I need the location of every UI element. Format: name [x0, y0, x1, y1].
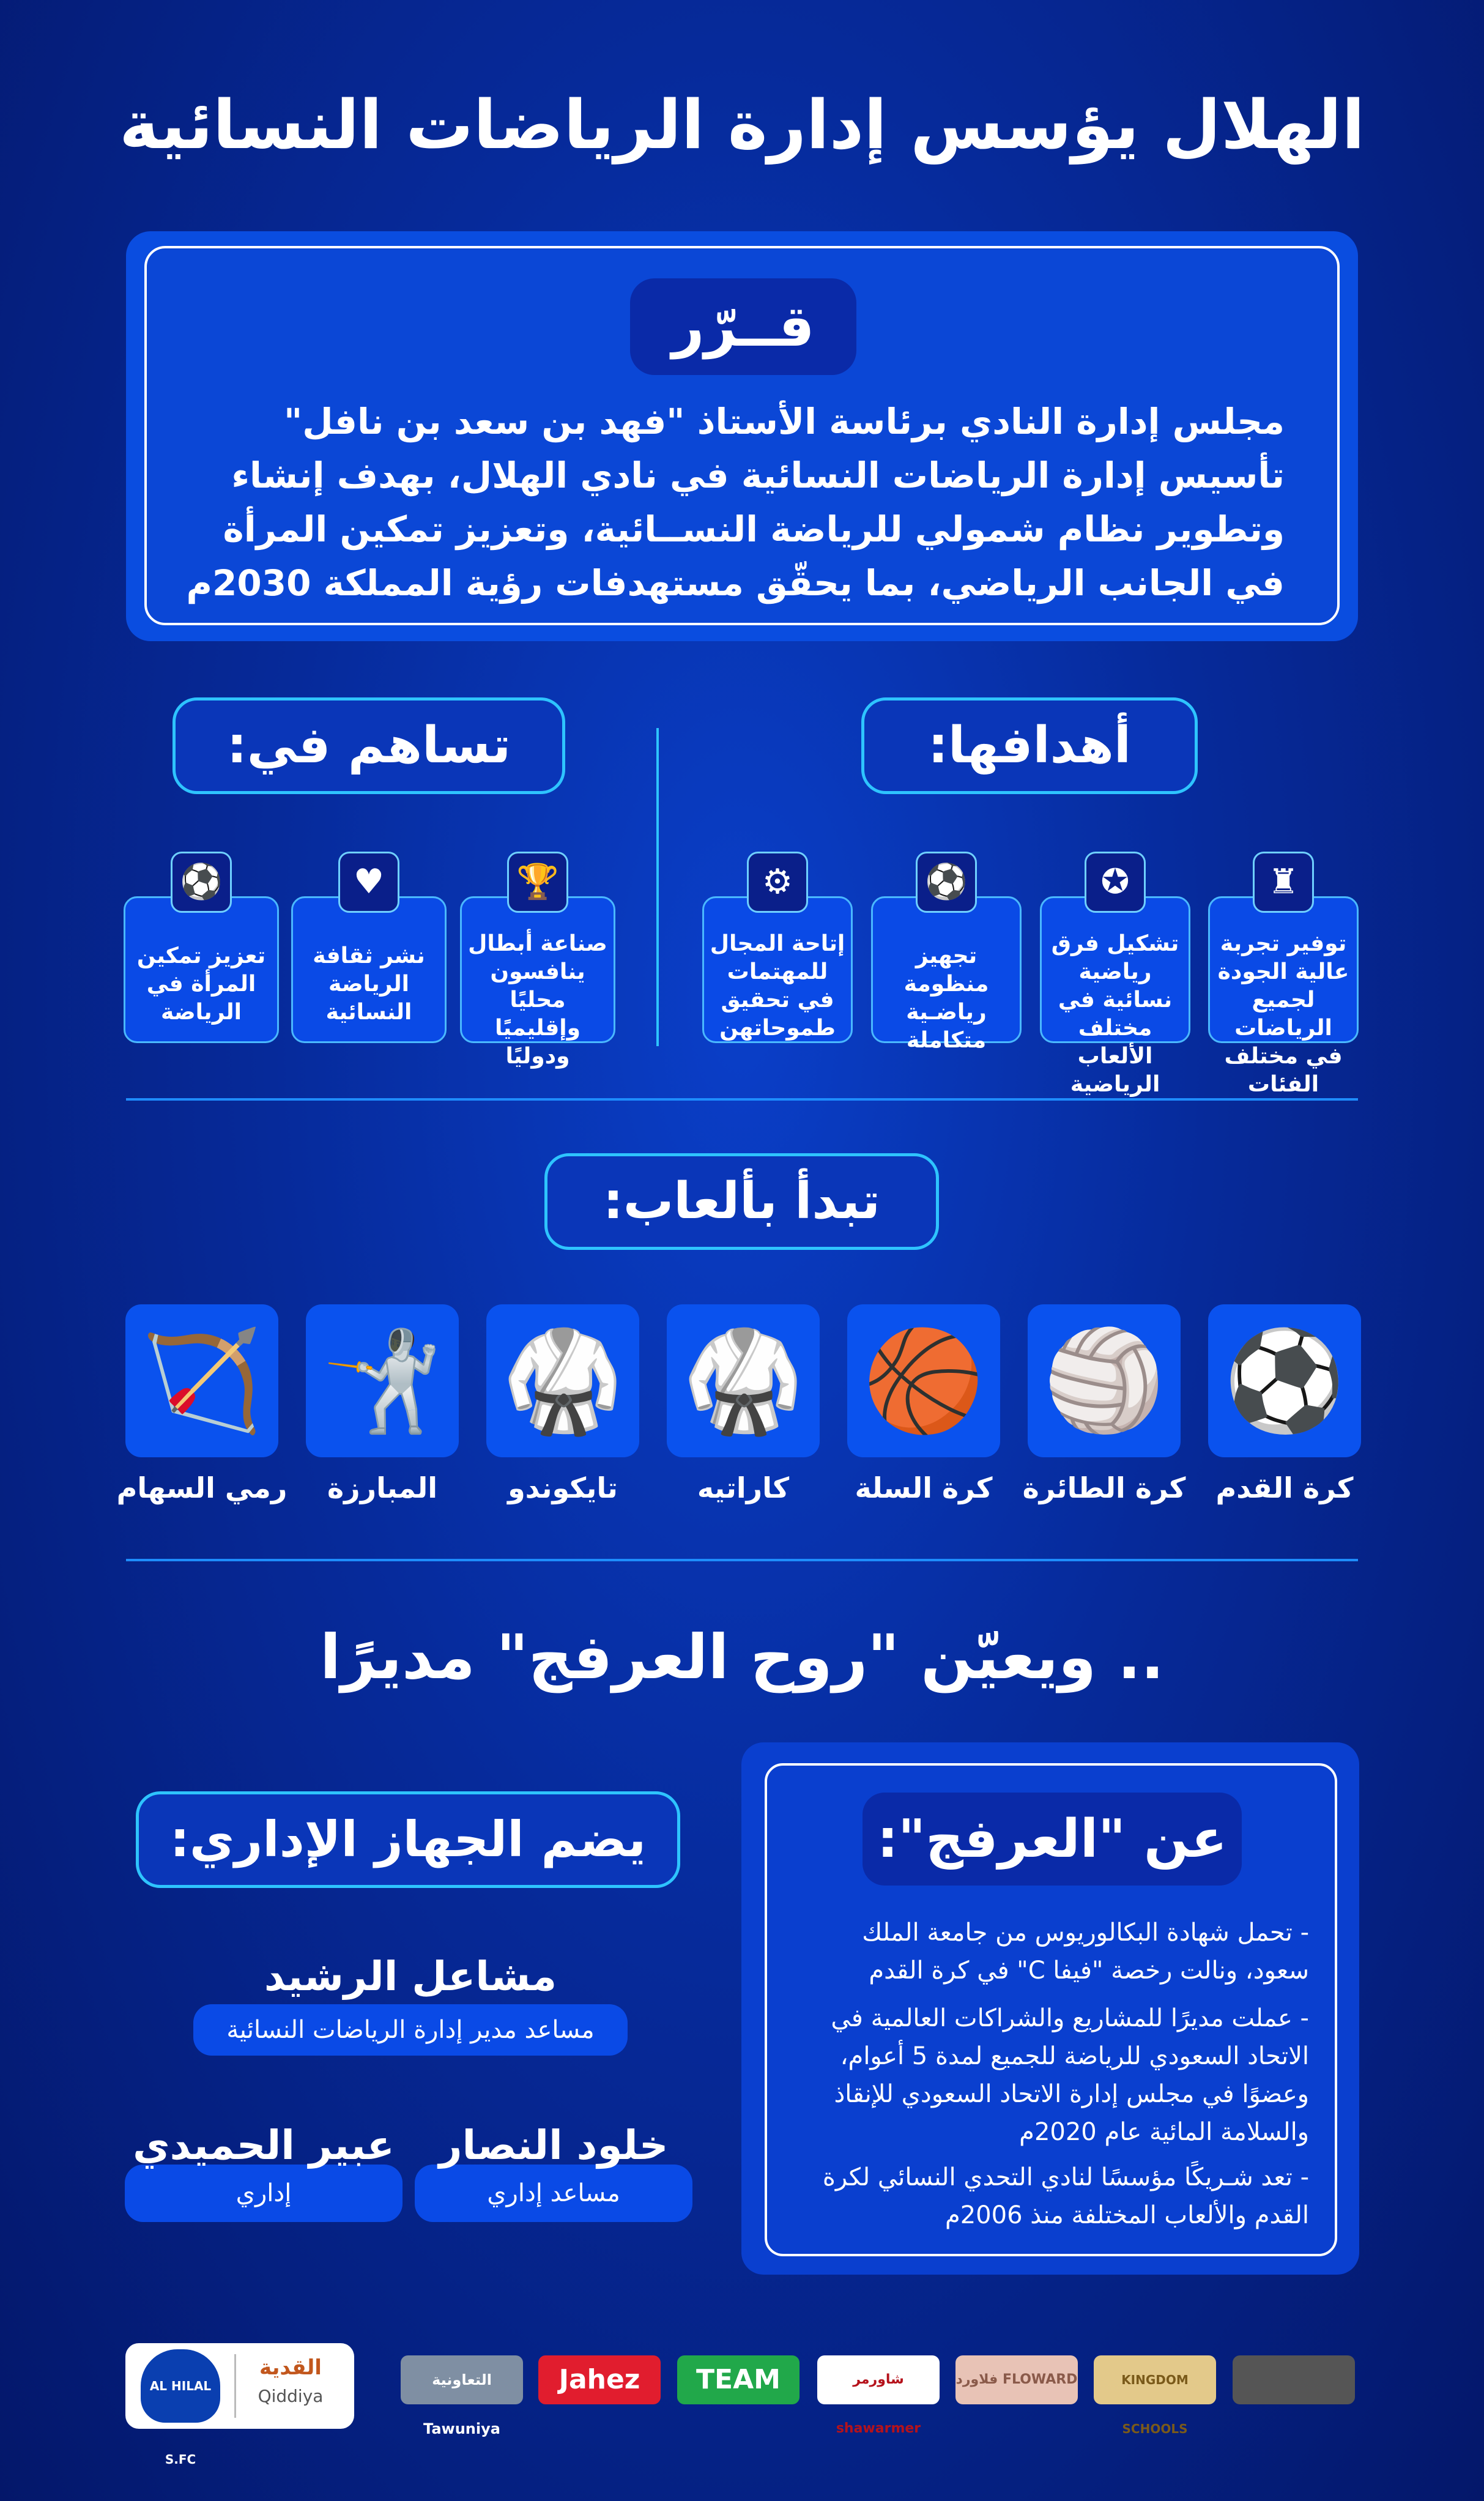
- appointment-title: .. ويعيّن "روح العرفج" مديرًا: [320, 1621, 1164, 1693]
- member-name: مشاعل الرشيد: [264, 1953, 557, 2000]
- member-name: عبير الحميدي: [133, 2122, 395, 2169]
- sponsor-logo-floward: FLOWARD فلاورد: [955, 2355, 1078, 2404]
- game-label: كاراتيه: [697, 1471, 790, 1504]
- section-divider: [656, 728, 659, 1046]
- archery-icon: 🏹: [125, 1304, 278, 1457]
- member-name: خلود النصار: [439, 2122, 669, 2169]
- sponsor-logo-kingdom-schools: KINGDOM SCHOOLS: [1094, 2355, 1216, 2404]
- decision-text: مجلس إدارة النادي برئاسة الأستاذ "فهد بن سعد بن نافل" تأسيس إدارة الرياضات النسائية في نادي الهلال، بهدف إنشاء وتطوير نظام شمولي للرياضة النســائية، وتعزيز تمكين المرأة في الجانب الرياضي، بما يحقّق مستهدفات رؤية المملكة 2030م: [186, 401, 1285, 604]
- role-box: مساعد مدير إدارة الرياضات النسائية: [193, 2004, 628, 2056]
- sports-equipment-icon: ⚽: [916, 852, 977, 913]
- contributes-heading: تساهم في:: [173, 697, 565, 794]
- sponsor-logo-shawarmer: شاورمر shawarmer: [817, 2355, 940, 2404]
- fencing-icon: 🤺: [306, 1304, 459, 1457]
- football-icon: ⚽: [1208, 1304, 1361, 1457]
- shoe-ball-icon: ⚽: [171, 852, 232, 913]
- game-label: كرة السلة: [855, 1471, 993, 1504]
- contribution-text: نشر ثقافة الرياضة النسائية: [313, 943, 425, 1025]
- decision-label: قــرّر: [630, 278, 856, 375]
- logo-separator: [234, 2354, 236, 2418]
- role-box: مساعد إداري: [415, 2165, 692, 2222]
- sponsor-logo-jahez: Jahez: [538, 2355, 661, 2404]
- game-label: المبارزة: [327, 1471, 438, 1504]
- section-divider: [126, 1098, 1358, 1101]
- game-label: تايكوندو: [508, 1471, 618, 1504]
- sponsor-logo-team: TEAM: [677, 2355, 800, 2404]
- sponsor-logo-tawuniya: التعاونية Tawuniya: [401, 2355, 523, 2404]
- games-heading: تبدأ بألعاب:: [544, 1153, 939, 1250]
- team-icon: ✪: [1085, 852, 1146, 913]
- game-label: كرة الطائرة: [1022, 1471, 1186, 1504]
- about-heading: عن "العرفج":: [863, 1793, 1242, 1886]
- game-label: رمي السهام: [116, 1471, 288, 1504]
- goals-heading: أهدافها:: [861, 697, 1198, 794]
- karate-icon: 🥋: [667, 1304, 820, 1457]
- goal-text: إتاحة المجال للمهتمات في تحقيق طموحاتهن: [710, 931, 845, 1041]
- contribution-text: تعزيز تمكين المرأة في الرياضة: [136, 943, 266, 1025]
- goal-text: توفير تجربة عالية الجودة لجميع الرياضات في مختلف الفئات: [1217, 931, 1349, 1097]
- champion-icon: 🏆: [507, 852, 568, 913]
- volleyball-icon: 🏐: [1028, 1304, 1181, 1457]
- section-divider: [126, 1559, 1358, 1561]
- tower-icon: ♜: [1253, 852, 1314, 913]
- role-box: إداري: [125, 2165, 403, 2222]
- goal-text: تجهيز منظومة رياضـية متكاملة: [903, 943, 989, 1053]
- heart-dumbbell-icon: ♥: [338, 852, 399, 913]
- sponsor-logo-partner: [1233, 2355, 1355, 2404]
- basketball-icon: 🏀: [847, 1304, 1000, 1457]
- about-item: - عملت مديرًا للمشاريع والشراكات العالمية في الاتحاد السعودي للرياضة للجميع لمدة 5 أعوام، وعضوًا في مجلس إدارة الاتحاد السعودي للإنقاذ والسلامة المائية عام 2020م: [831, 2004, 1309, 2146]
- goal-text: تشكيل فرق رياضية نسائية في مختلف الألعاب الرياضية: [1051, 931, 1179, 1097]
- page-title: الهلال يؤسس إدارة الرياضات النسائية: [119, 86, 1365, 164]
- qiddiya-logo: القدية: [259, 2355, 322, 2380]
- gear-people-icon: ⚙: [747, 852, 808, 913]
- al-hilal-logo: AL HILAL S.FC: [141, 2349, 220, 2423]
- game-label: كرة القدم: [1215, 1471, 1354, 1504]
- about-item: - تحمل شهادة البكالوريوس من جامعة الملك سعود، ونالت رخصة "فيفا C" في كرة القدم: [862, 1919, 1309, 1985]
- qiddiya-logo-en: Qiddiya: [258, 2386, 324, 2406]
- about-item: - تعد شـريكًا مؤسسًا لنادي التحدي النسائي لكرة القدم والألعاب المختلفة منذ 2006م: [822, 2163, 1309, 2229]
- contribution-text: صناعة أبطال ينافسون محليًا وإقليميًا ودوليًا: [468, 931, 607, 1069]
- admin-heading: يضم الجهاز الإداري:: [136, 1791, 680, 1888]
- taekwondo-icon: 🥋: [486, 1304, 639, 1457]
